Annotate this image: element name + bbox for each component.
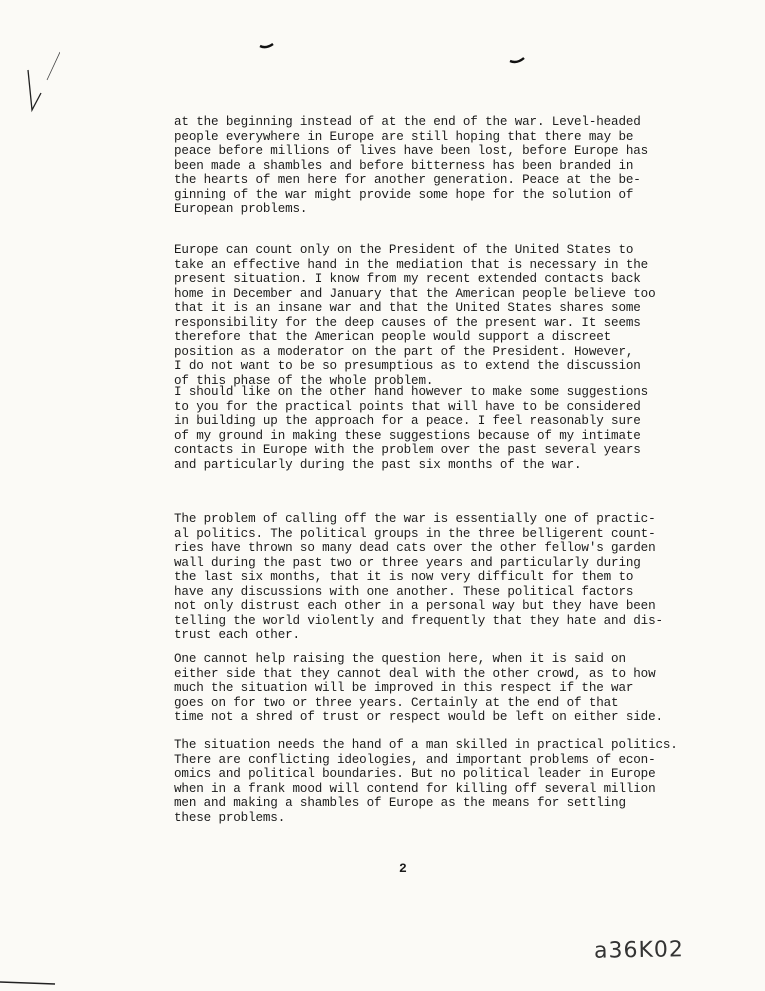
- text-line: ries have thrown so many dead cats over the other fellow's garden: [174, 541, 656, 555]
- text-line: ginning of the war might provide some hope for the solution of: [174, 187, 634, 202]
- text-line: I do not want to be so presumptious as to extend the discussion: [174, 359, 641, 373]
- paragraph-6: [174, 738, 678, 825]
- text-line: of this phase of the whole problem.: [174, 373, 434, 388]
- text-line: peace before millions of lives have been lost, before Europe has: [174, 144, 649, 158]
- text-line: The situation needs the hand of a man skilled in practical politics.: [174, 738, 678, 752]
- page-number: 2: [399, 861, 407, 876]
- text-line: There are conflicting ideologies, and important problems of econ-: [174, 752, 656, 767]
- text-line: present situation. I know from my recent extended contacts back: [174, 272, 641, 286]
- archive-number: a36K02: [593, 937, 685, 964]
- text-line: of my ground in making these suggestions because of my intimate: [174, 428, 641, 443]
- text-line: much the situation will be improved in this respect if the war: [174, 681, 634, 695]
- text-line: The problem of calling off the war is essentially one of practic-: [174, 512, 656, 526]
- text-line: contacts in Europe with the problem over the past several years: [174, 443, 641, 457]
- text-line: take an effective hand in the mediation that is necessary in the: [174, 257, 649, 272]
- text-line: that it is an insane war and that the United States shares some: [174, 301, 641, 315]
- paragraph-2: [174, 243, 674, 388]
- text-line: in building up the approach for a peace. I feel reasonably sure: [174, 414, 641, 428]
- text-line: not only distrust each other in a personal way but they have been: [174, 599, 656, 613]
- text-line: responsibility for the deep causes of the present war. It seems: [174, 315, 641, 330]
- text-line: One cannot help raising the question here, when it is said on: [174, 652, 626, 666]
- text-line: time not a shred of trust or respect would be left on either side.: [174, 710, 663, 724]
- text-line: and particularly during the past six months of the war.: [174, 457, 582, 472]
- text-line: to you for the practical points that will have to be considered: [174, 399, 641, 414]
- text-line: position as a moderator on the part of the President. However,: [174, 344, 634, 359]
- scan-edge-mark: [0, 0, 60, 140]
- text-line: therefore that the American people would support a discreet: [174, 330, 612, 344]
- paragraph-3: [174, 385, 674, 472]
- text-line: when in a frank mood will contend for killing off several million: [174, 781, 656, 796]
- text-line: trust each other.: [174, 628, 300, 642]
- text-line: Europe can count only on the President of the United States to: [174, 243, 634, 257]
- text-line: home in December and January that the American people believe too: [174, 286, 656, 301]
- text-line: I should like on the other hand however to make some suggestions: [174, 385, 649, 399]
- text-line: either side that they cannot deal with the other crowd, as to how: [174, 666, 656, 681]
- text-line: these problems.: [174, 810, 286, 825]
- paragraph-1: [174, 115, 674, 217]
- ink-speck-1: [258, 40, 278, 52]
- text-line: wall during the past two or three years and particularly during: [174, 555, 641, 570]
- text-line: at the beginning instead of at the end of the war. Level-headed: [174, 115, 641, 129]
- text-line: al politics. The political groups in the three belligerent count-: [174, 526, 656, 541]
- text-line: the last six months, that it is now very difficult for them to: [174, 570, 634, 584]
- scan-bottom-edge: [0, 960, 60, 991]
- text-line: goes on for two or three years. Certainly at the end of that: [174, 695, 619, 710]
- text-line: telling the world violently and frequently that they hate and dis-: [174, 613, 663, 628]
- text-line: European problems.: [174, 202, 308, 216]
- text-line: have any discussions with one another. These political factors: [174, 584, 634, 599]
- text-line: men and making a shambles of Europe as the means for settling: [174, 796, 626, 810]
- text-line: been made a shambles and before bitterness has been branded in: [174, 158, 634, 173]
- ink-speck-2: [508, 52, 528, 66]
- text-line: people everywhere in Europe are still hoping that there may be: [174, 129, 634, 144]
- text-line: the hearts of men here for another generation. Peace at the be-: [174, 173, 641, 187]
- text-line: omics and political boundaries. But no political leader in Europe: [174, 767, 656, 781]
- paragraph-5: [174, 652, 674, 725]
- paragraph-4: [174, 512, 674, 643]
